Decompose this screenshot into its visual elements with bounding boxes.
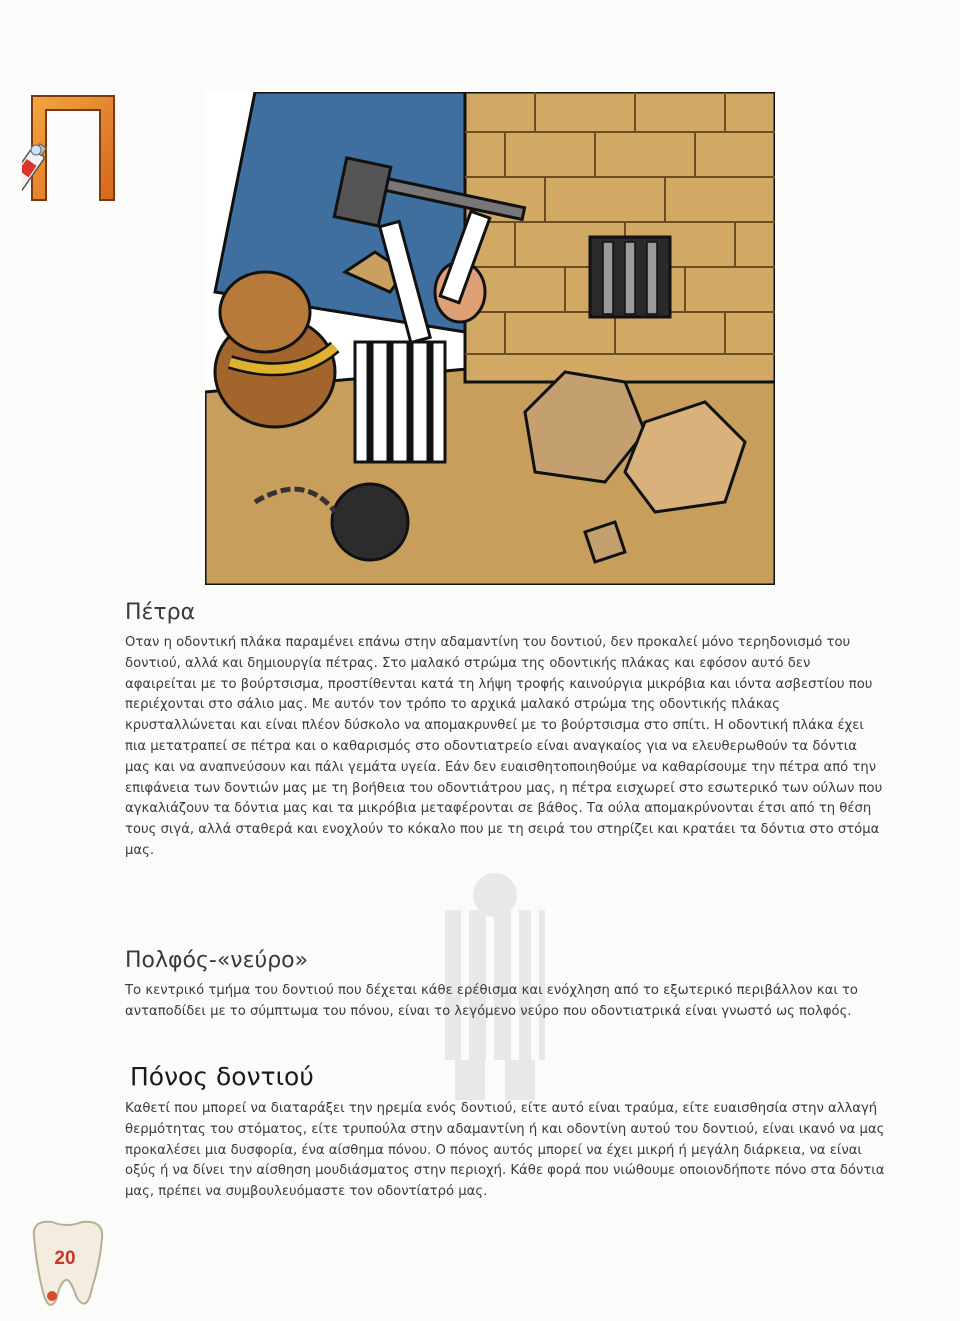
section-title: Πολφός-«νεύρο» [125,948,309,973]
section-body: Το κεντρικό τμήμα του δοντιού που δέχεται κάθε ερέθισμα και ενόχληση από το εξωτερικό περιβάλλον και το ανταποδίδει με το σύμπτωμα του πόνου, είναι το λεγόμενο νεύρο που οδοντιατρικά είναι γνωστό ως πολφός. [125,983,858,1019]
section-title: Πόνος δοντιού [130,1062,314,1091]
section-polfos [125,948,885,1023]
page-number: 20 [54,1248,76,1269]
section-ponos [125,1062,885,1203]
section-title: Πέτρα [125,600,196,625]
prisoner-breaking-wall-illustration [205,92,775,585]
section-body: Καθετί που μπορεί να διαταράξει την ηρεμία ενός δοντιού, είτε αυτό είναι τραύμα, είτε ευαισθησία στην αλλαγή θερμότητας του στόματος, είτε τρυπούλα στην αδαμαντίνη ή και οδοντίνη αυτού του δοντιού, είναι ικανό να μας προκαλέσει μια δυσφορία, ένα αίσθημα πόνου. Ο πόνος αυτός μπορεί να έχει μικρή ή μεγάλη διάρκεια, να είναι οξύς ή να δίνει την αίσθηση μουδιάσματος στην περιοχή. Κάθε φορά που νιώθουμε οποιονδήποτε πόνο στα δόντια μας, πρέπει να συμβουλευόμαστε τον οδοντίατρό μας. [125,1101,885,1200]
section-petra [125,600,885,862]
toothpaste-frame-logo [22,88,122,208]
section-body: Οταν η οδοντική πλάκα παραμένει επάνω στην αδαμαντίνη του δοντιού, δεν προκαλεί μόνο τερηδονισμό του δοντιού, αλλά και δημιουργία πέτρας. Στο μαλακό στρώμα της οδοντικής πλάκας και εφόσον αυτό δεν αφαιρείται με το βούρτσισμα, προστίθενται κατά τη λήψη τροφής καινούργια μικρόβια και ιόντα ασβεστίου που περιέχονται στο σάλιο μας. Με αυτόν τον τρόπο το αρχικά μαλακό στρώμα της οδοντικής πλάκας κρυσταλλώνεται και είναι πλέον δύσκολο να απομακρυνθεί με το βούρτσισμα στο σπίτι. Η οδοντική πλάκα έχει πια μετατραπεί σε πέτρα και ο καθαρισμός στο οδοντιατρείο είναι αναγκαίος για να ελευθερωθούν τα δόντια μας και να αναπνεύσουν και πάλι γεμάτα υγεία. Εάν δεν ευαισθητοποιηθούμε να καθαρίσουμε την πέτρα από την επιφάνεια των δοντιών μας με τη βοήθεια του οδοντιάτρου μας, η πέτρα εισχωρεί στο εσωτερικό των ούλων που αγκαλιάζουν τα δόντια μας και τα μικρόβια μεταφέρονται σε βάθος. Τα ούλα απομακρύνονται έτσι από τη θέση τους σιγά, αλλά σταθερά και ενοχλούν το κόκαλο που με τη σειρά του στηρίζει και κρατάει τα δόντια στο στόμα μας. [125,635,883,858]
